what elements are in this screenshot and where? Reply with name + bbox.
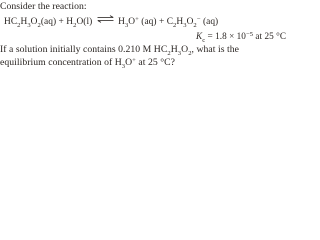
plus-sign: + bbox=[56, 17, 67, 27]
water-formula: $H_2O(l)$ bbox=[66, 17, 93, 29]
plus-sign: + bbox=[156, 17, 167, 27]
question-line-2: equilibrium concentration of $H_3O^+$ at 25 °C? bbox=[0, 56, 176, 70]
hydronium-formula: $H_3O^+$ (aq) bbox=[118, 15, 157, 29]
intro-text: Consider the reaction: bbox=[0, 1, 87, 12]
question-line-1: If a solution initially contains 0.210 M $HC_2H_3O_2$, what is the bbox=[0, 44, 240, 57]
acetate-formula: $C_2H_3O_2^-$ (aq) bbox=[166, 15, 219, 29]
equilibrium-arrows-icon bbox=[97, 15, 114, 23]
equilibrium-constant: $K_c = 1.8 \times 10^{-5}$ at 25 °C bbox=[196, 30, 287, 44]
acetic-acid-formula: $HC_2H_3O_2(aq)$ bbox=[4, 17, 57, 29]
reaction-equation bbox=[4, 16, 218, 28]
